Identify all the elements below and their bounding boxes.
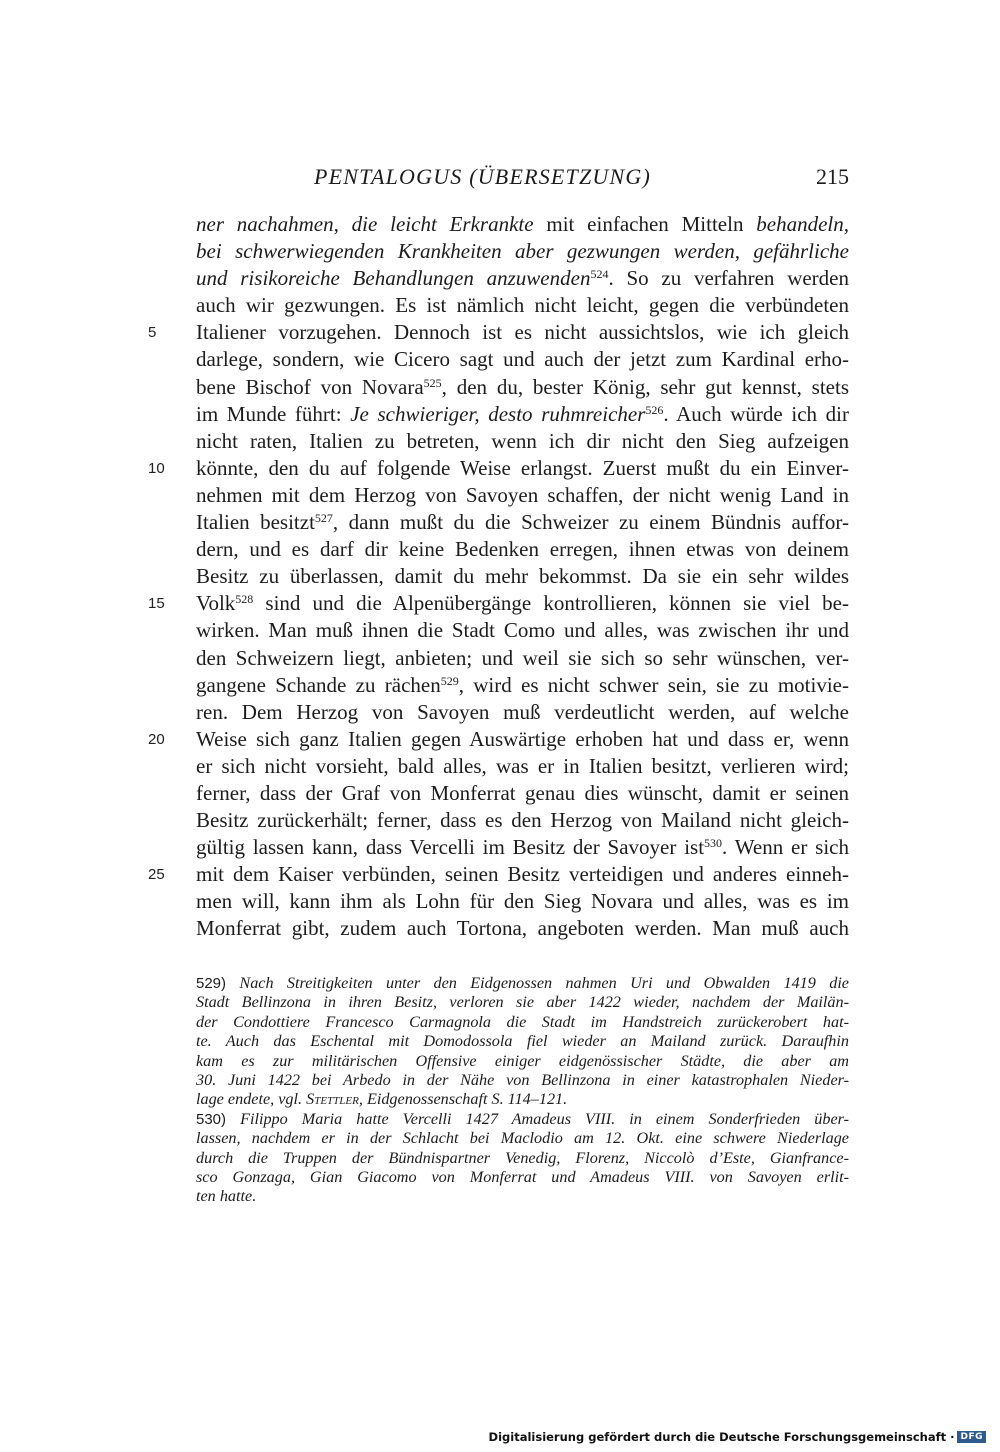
text-line (196, 645, 849, 672)
footnote-line (196, 1032, 849, 1051)
text-segment: , den du, bester König, sehr gut kennst, stets (441, 374, 849, 399)
text-segment: Filippo Maria hatte Vercelli 1427 Amadeus VIII. in einem Sonderfrieden über- (226, 1109, 849, 1128)
text-segment: er sich nicht vorsieht, bald alles, was er in Italien besitzt, verlieren wird; (196, 753, 849, 778)
text-line (196, 888, 849, 915)
footnote-reference: 525 (423, 375, 442, 390)
text-line (196, 265, 849, 292)
text-line (148, 455, 849, 482)
line-number: 20 (148, 730, 165, 748)
text-line (196, 617, 849, 644)
text-segment: nehmen mit dem Herzog von Savoyen schaffen, der nicht wenig Land in (196, 482, 849, 507)
footnote-reference: 528 (235, 592, 254, 607)
line-number: 15 (148, 595, 165, 613)
footnote-reference: 526 (645, 402, 664, 417)
footnote-line (196, 1090, 849, 1109)
footnote-line (196, 1052, 849, 1071)
text-segment: gültig lassen kann, dass Vercelli im Besitz der Savoyer ist (196, 835, 705, 860)
text-segment: behandeln, (756, 212, 849, 236)
footnote-line (196, 1129, 849, 1148)
text-segment: den Schweizern liegt, anbieten; und weil sie sich so sehr wünschen, ver- (196, 645, 849, 670)
text-segment: wirken. Man muß ihnen die Stadt Como und alles, was zwischen ihr und (196, 618, 849, 643)
text-segment: sind und die Alpenübergänge kontrollieren, können sie viel be- (253, 591, 849, 616)
text-segment: Je schwieriger, desto ruhmreicher (350, 401, 646, 426)
footnote-line (196, 1149, 849, 1168)
text-line (148, 319, 849, 346)
footnotes (196, 974, 849, 1207)
page-number: 215 (816, 164, 849, 189)
footnote-reference: 527 (314, 511, 333, 526)
text-segment: durch die Truppen der Bündnispartner Venedig, Florenz, Niccolò d’Este, Gianfrance- (196, 1148, 849, 1167)
text-segment: . Auch würde ich dir (663, 401, 849, 426)
text-segment: ner nachahmen, die leicht Erkrankte (196, 212, 534, 236)
footnote-reference: 524 (590, 267, 609, 282)
text-segment: und risikoreiche Behandlungen anzuwenden (196, 266, 591, 291)
text-segment: . Wenn er sich (722, 835, 849, 860)
text-line (196, 807, 849, 834)
text-segment: Monferrat gibt, zudem auch Tortona, angeboten werden. Man muß auch (196, 916, 849, 941)
text-segment: Italien besitzt (196, 510, 315, 535)
text-segment: auch wir gezwungen. Es ist nämlich nicht leicht, gegen die verbündeten (196, 293, 849, 318)
text-segment: im Munde führt: (196, 401, 351, 426)
text-line (196, 915, 849, 942)
footnote-reference: 529 (440, 673, 459, 688)
text-segment: Italiener vorzugehen. Dennoch ist es nicht aussichtslos, wie ich gleich (196, 320, 849, 345)
text-segment: gangene Schande zu rächen (196, 672, 441, 697)
text-segment: . So zu verfahren werden (608, 266, 849, 291)
text-segment: Weise sich ganz Italien gegen Auswärtige erhoben hat und dass er, wenn (196, 726, 849, 751)
text-segment: darlege, sondern, wie Cicero sagt und auch der jetzt zum Kardinal erho- (196, 347, 849, 372)
text-line (196, 536, 849, 563)
running-title: PENTALOGUS (ÜBERSETZUNG) (314, 164, 652, 189)
dfg-logo-icon: DFG (957, 1431, 986, 1443)
text-segment: dern, und es darf dir keine Bedenken erregen, ihnen etwas von deinem (196, 537, 849, 562)
text-segment: bene Bischof von Novara (196, 374, 424, 399)
text-segment: Nach Streitigkeiten unter den Eidgenossen nahmen Uri und Obwalden 1419 die (226, 974, 849, 992)
footnote-line (196, 993, 849, 1012)
text-segment: bei schwerwiegenden Krankheiten aber gezwungen werden, gefährliche (196, 239, 849, 264)
text-segment: kam es zur militärischen Offensive einiger eidgenössischer Städte, die aber am (196, 1051, 849, 1070)
text-line (196, 238, 849, 265)
text-line (196, 374, 849, 401)
text-segment: ren. Dem Herzog von Savoyen muß verdeutlicht werden, auf welche (196, 699, 849, 724)
text-segment: Stadt Bellinzona in ihren Besitz, verloren sie aber 1422 wieder, nachdem der Mailän- (196, 993, 849, 1012)
text-segment: , wird es nicht schwer sein, sie zu motivie- (458, 672, 849, 697)
text-line (196, 672, 849, 699)
text-line (196, 699, 849, 726)
text-line (196, 753, 849, 780)
text-line (196, 292, 849, 319)
line-number: 10 (148, 459, 165, 477)
text-segment: Besitz zurückerhält; ferner, dass es den Herzog von Mailand nicht gleich- (196, 808, 849, 833)
text-segment: sco Gonzaga, Gian Giacomo von Monferrat und Amadeus VIII. von Savoyen erlit- (196, 1167, 849, 1186)
text-segment: ferner, dass der Graf von Monferrat genau dies wünscht, damit er seinen (196, 780, 849, 805)
footnote-number: 529) (196, 975, 227, 992)
text-segment: mit einfachen Mitteln (533, 212, 757, 236)
text-line (196, 509, 849, 536)
text-line (196, 834, 849, 861)
funding-banner (489, 1430, 986, 1444)
main-text (148, 211, 849, 943)
footnote-line (196, 1013, 849, 1032)
footnote-line (196, 974, 849, 993)
text-line (196, 482, 849, 509)
footnote-line (196, 1071, 849, 1090)
footnote-number: 530) (196, 1110, 227, 1128)
text-line (148, 726, 849, 753)
text-segment: mit dem Kaiser verbünden, seinen Besitz verteidigen und anderes einneh- (196, 862, 849, 887)
text-segment: ten hatte. (196, 1187, 257, 1206)
footnote-line (196, 1187, 849, 1206)
text-segment: lassen, nachdem er in der Schlacht bei Maclodio am 12. Okt. eine schwere Niederlage (196, 1129, 849, 1148)
text-line (196, 401, 849, 428)
text-segment: , Eidgenossenschaft S. 114–121. (358, 1090, 568, 1109)
running-head (196, 164, 849, 194)
text-segment: 30. Juni 1422 bei Arbedo in der Nähe von Bellinzona in einer katastrophalen Nieder- (196, 1070, 849, 1089)
text-segment: Besitz zu überlassen, damit du mehr bekommst. Da sie ein sehr wildes (196, 564, 849, 589)
text-line (196, 563, 849, 590)
text-segment: der Condottiere Francesco Carmagnola die Stadt im Handstreich zurückerobert hat- (196, 1012, 849, 1031)
funding-text: Digitalisierung gefördert durch die Deutsche Forschungsgemeinschaft · (488, 1430, 955, 1444)
text-line (196, 428, 849, 455)
text-segment: te. Auch das Eschental mit Domodossola fiel wieder an Mailand zurück. Daraufhin (196, 1032, 849, 1051)
text-segment: nicht raten, Italien zu betreten, wenn ich dir nicht den Sieg aufzeigen (196, 428, 849, 453)
text-segment: men will, kann ihm als Lohn für den Sieg Novara und alles, was es im (196, 889, 849, 914)
text-segment: Stettler (306, 1090, 359, 1109)
text-line (196, 780, 849, 807)
text-segment: , dann mußt du die Schweizer zu einem Bündnis auffor- (332, 510, 849, 535)
line-number: 5 (148, 324, 157, 342)
text-line (196, 346, 849, 373)
footnote-line (196, 1110, 849, 1129)
footnote-reference: 530 (704, 836, 723, 851)
text-line (196, 211, 849, 238)
line-number: 25 (148, 866, 165, 884)
text-line (148, 861, 849, 888)
text-line (148, 590, 849, 617)
text-segment: könnte, den du auf folgende Weise erlangst. Zuerst mußt du ein Einver- (196, 455, 849, 480)
footnote-line (196, 1168, 849, 1187)
text-segment: Volk (196, 591, 236, 616)
text-segment: lage endete, vgl. (196, 1090, 307, 1109)
